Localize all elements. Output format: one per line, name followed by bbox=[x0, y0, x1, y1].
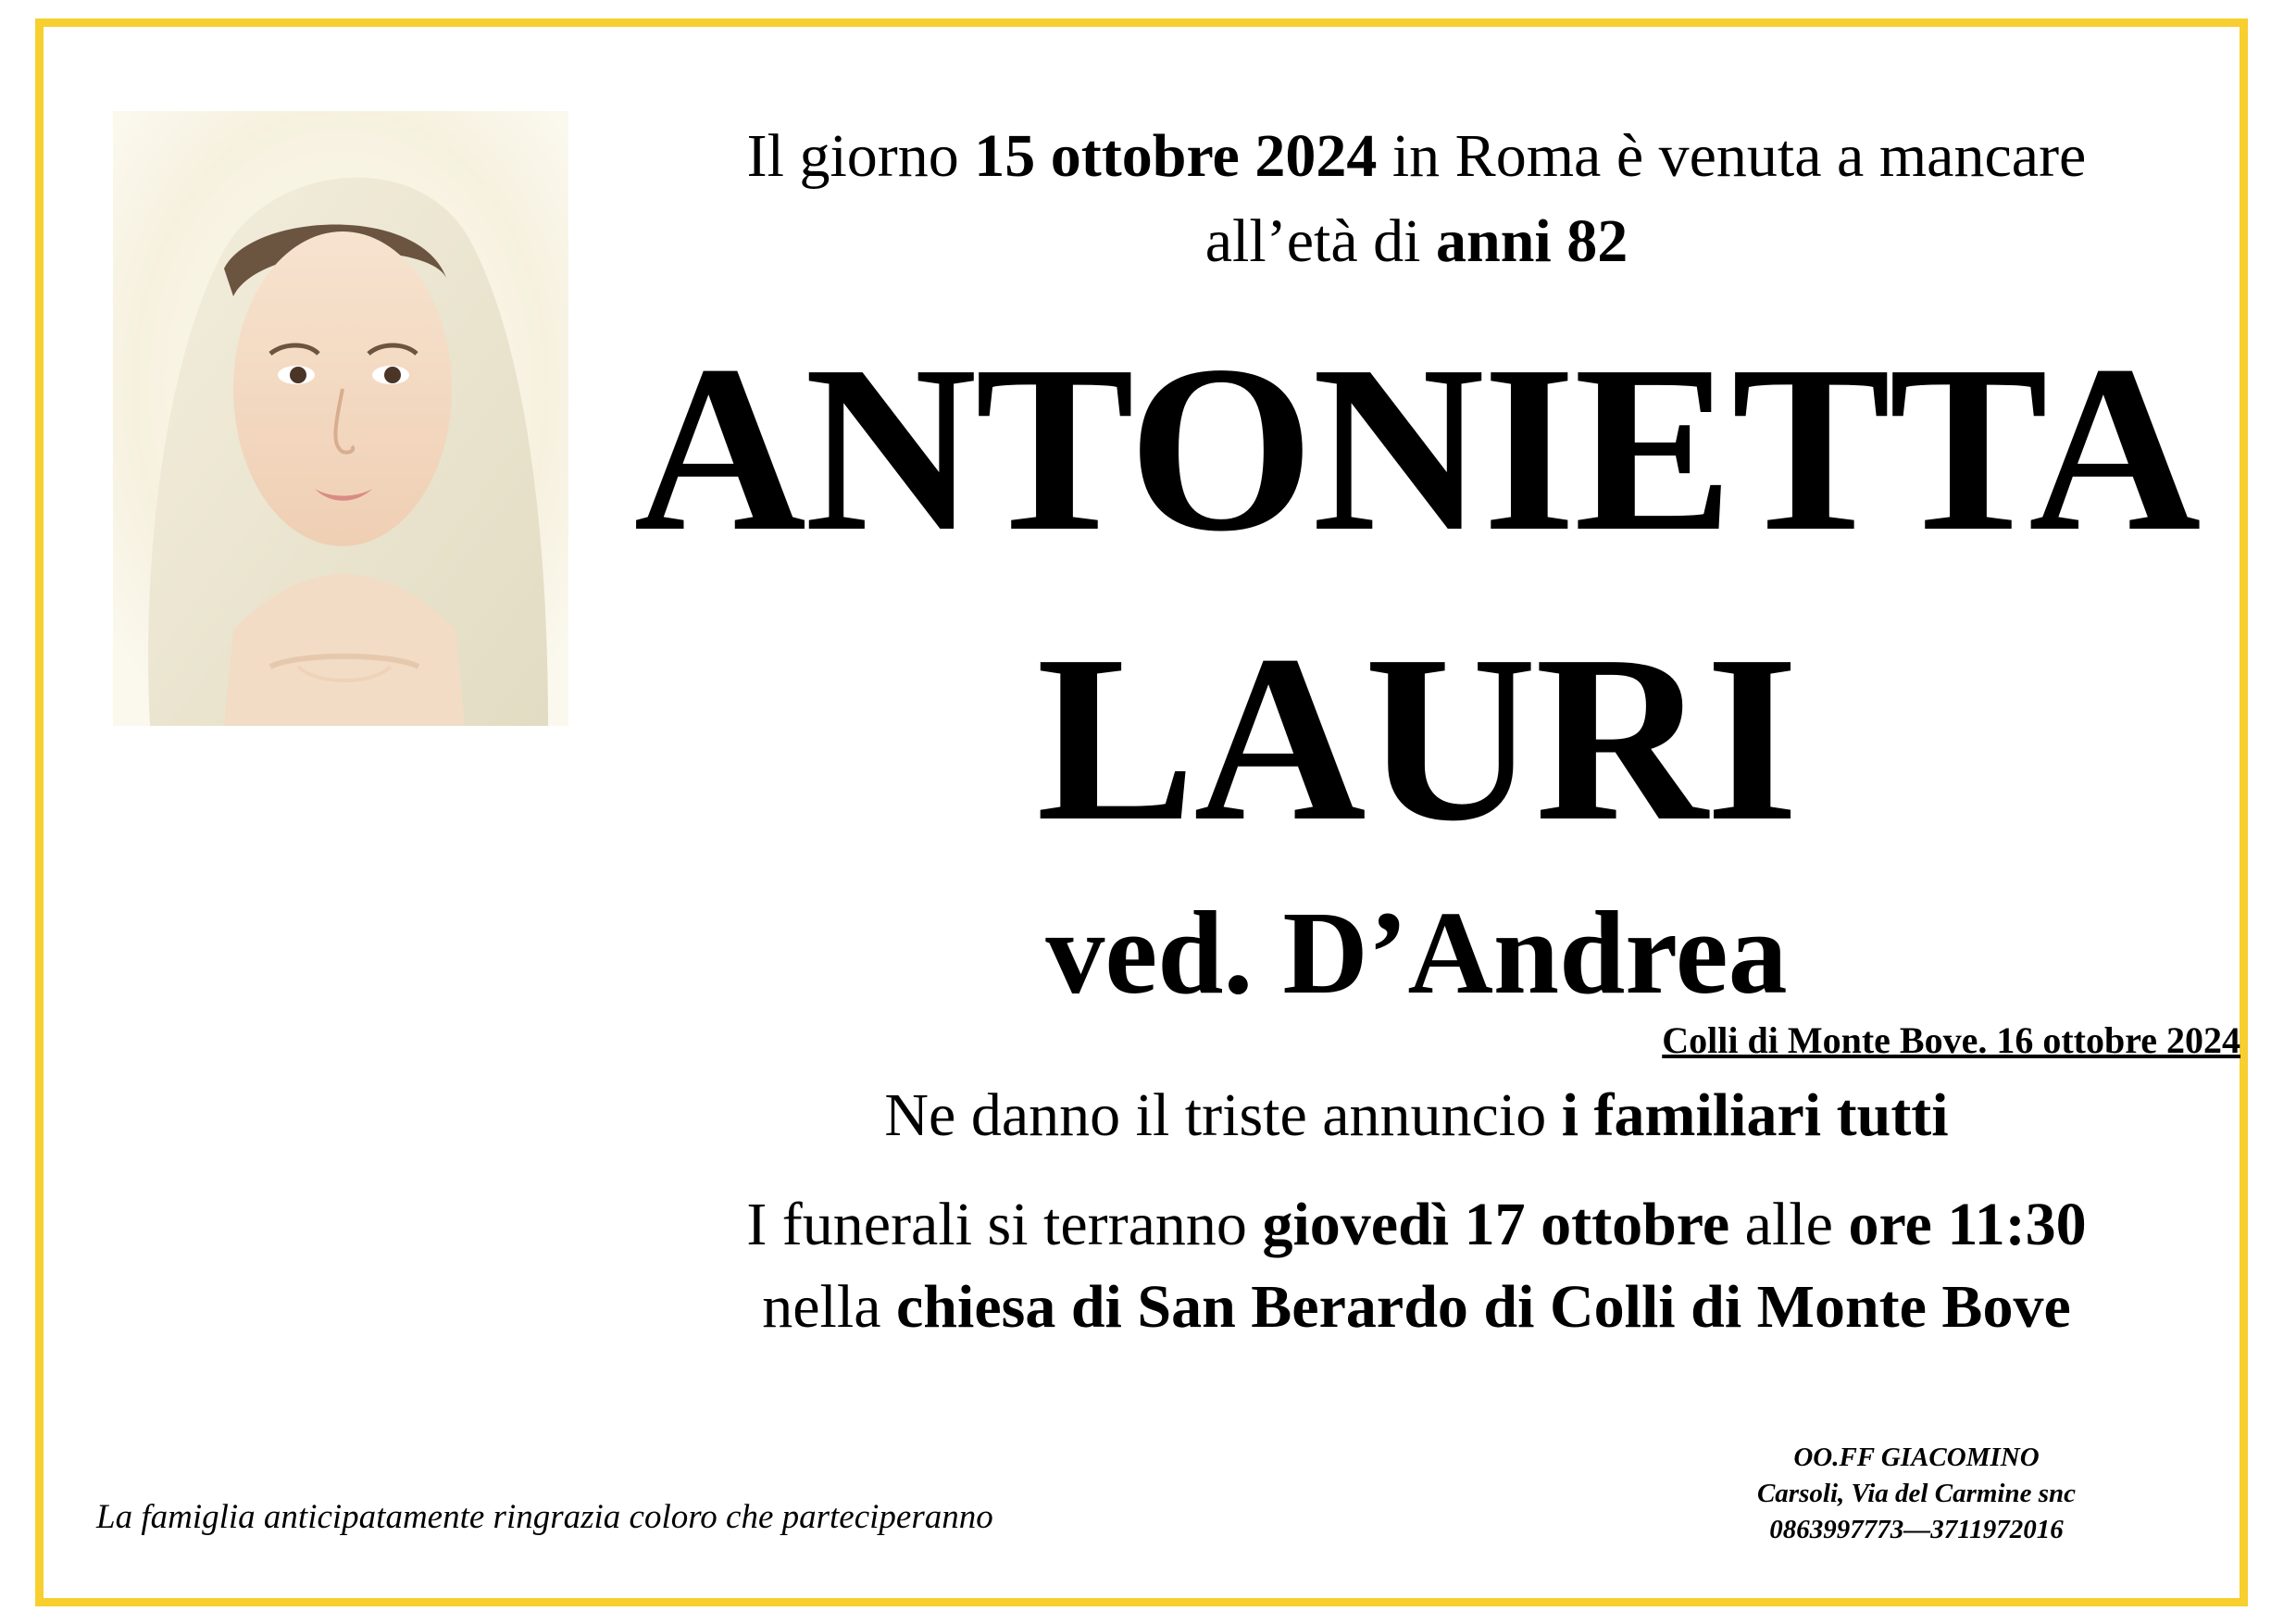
funeral-at-text: alle bbox=[1729, 1191, 1849, 1258]
funeral-day: giovedì 17 ottobre bbox=[1262, 1191, 1730, 1258]
deceased-last-name: LAURI bbox=[1036, 606, 1797, 870]
widow-of: ved. D’Andrea bbox=[1045, 887, 1788, 1018]
madonna-portrait-icon bbox=[113, 111, 568, 726]
age-line bbox=[593, 207, 2240, 275]
death-date: 15 ottobre 2024 bbox=[974, 122, 1378, 190]
announcement-line bbox=[593, 1081, 2240, 1149]
funeral-church: chiesa di San Berardo di Colli di Monte Bove bbox=[896, 1273, 2071, 1341]
announcement-text: Ne danno il triste annuncio bbox=[884, 1081, 1562, 1149]
place-and-date: Colli di Monte Bove. 16 ottobre 2024 bbox=[1662, 1019, 2240, 1061]
age-value: anni 82 bbox=[1435, 207, 1628, 275]
death-date-line bbox=[593, 122, 2240, 190]
funeral-date-line bbox=[593, 1191, 2240, 1258]
funeral-place-line bbox=[593, 1273, 2240, 1341]
intro-text: Il giorno bbox=[746, 122, 975, 190]
family-thanks: La famiglia anticipatamente ringrazia coloro che parteciperanno bbox=[96, 1498, 993, 1536]
announcement-family: i familiari tutti bbox=[1561, 1081, 1949, 1149]
agency-name: OO.FF GIACOMINO bbox=[1793, 1443, 2040, 1472]
agency-phones: 0863997773—3711972016 bbox=[1769, 1515, 2064, 1544]
funeral-text: I funerali si terranno bbox=[746, 1191, 1263, 1258]
intro-place-text: in Roma è venuta a mancare bbox=[1377, 122, 2087, 190]
funeral-time: ore 11:30 bbox=[1848, 1191, 2087, 1258]
funeral-in-text: nella bbox=[762, 1273, 897, 1341]
deceased-first-name: ANTONIETTA bbox=[633, 316, 2200, 581]
age-label: all’età di bbox=[1204, 207, 1436, 275]
agency-address: Carsoli, Via del Carmine snc bbox=[1756, 1479, 2077, 1508]
